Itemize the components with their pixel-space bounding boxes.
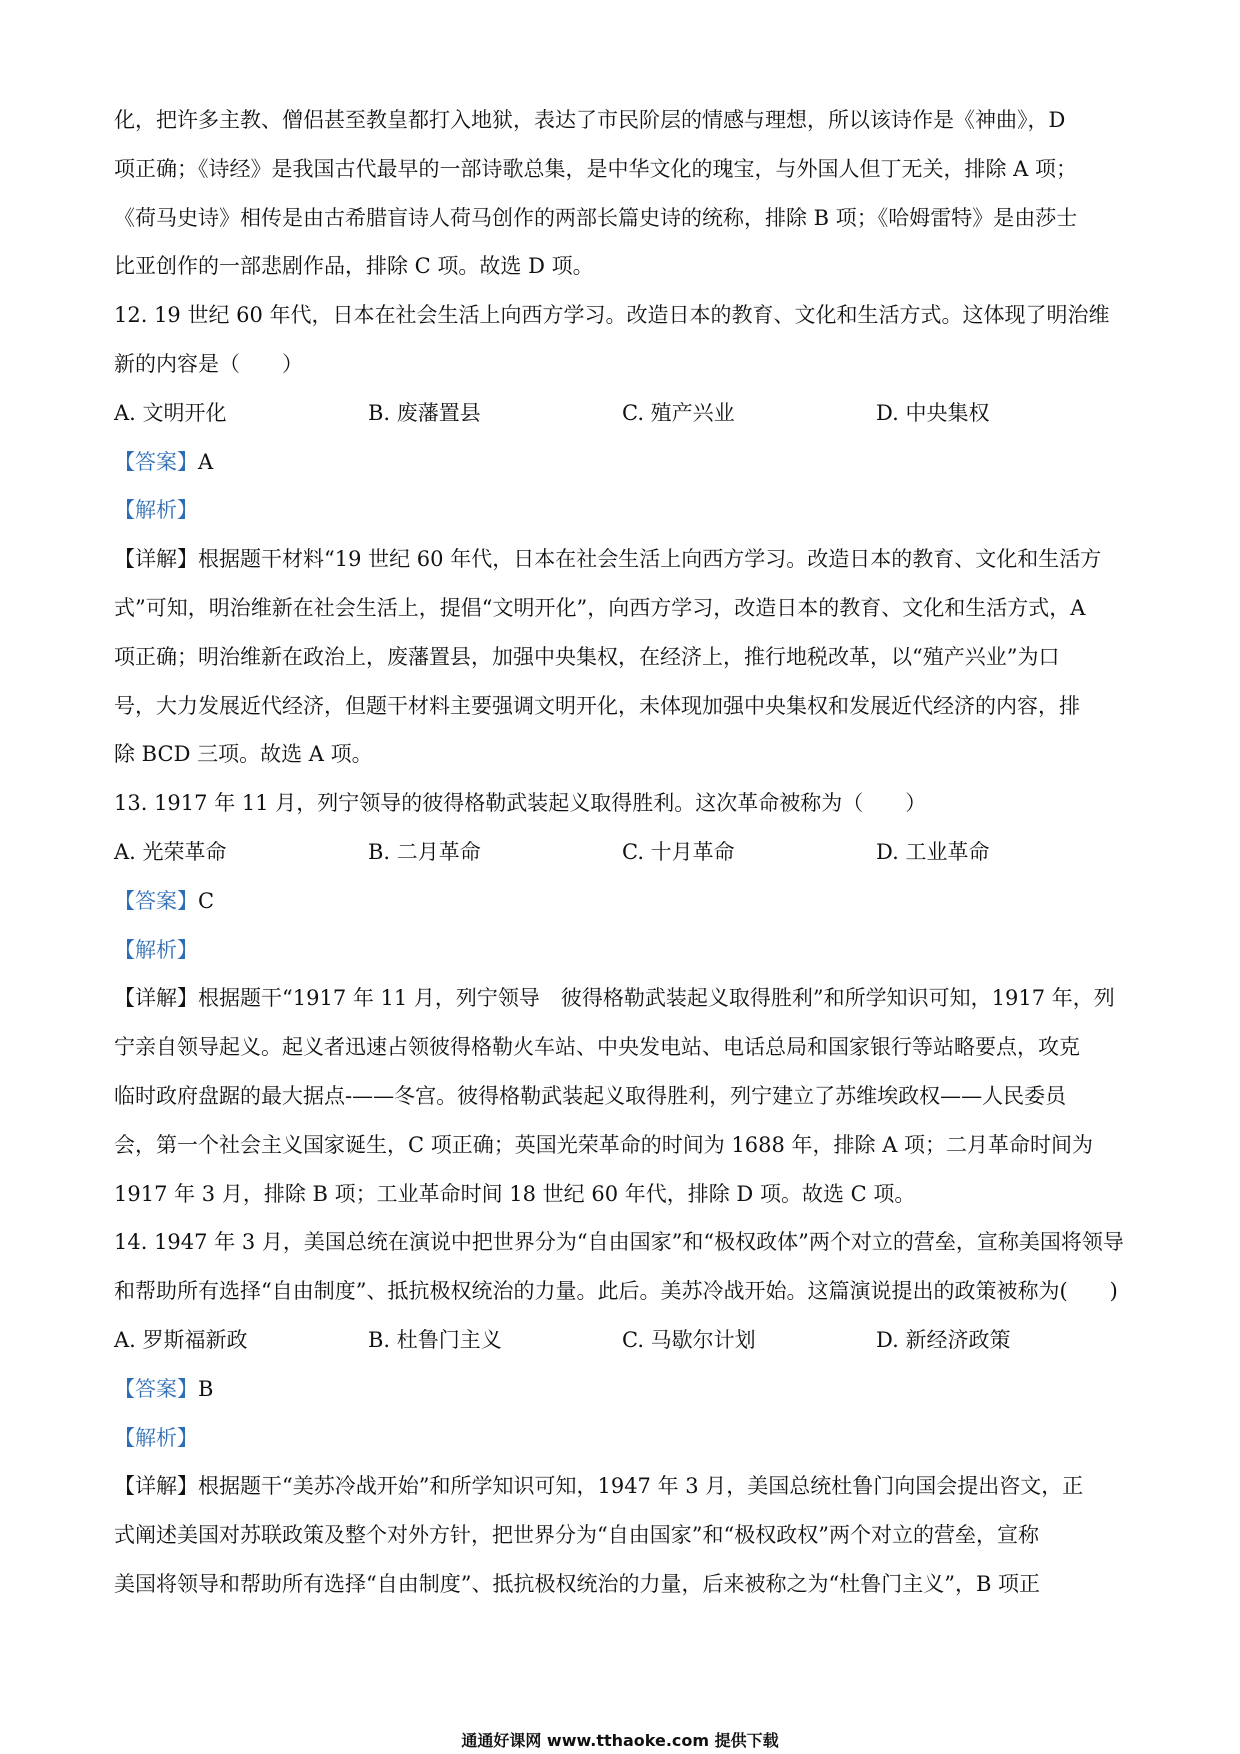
q12-option-d: D. 中央集权 xyxy=(876,400,990,425)
q13-answer xyxy=(114,877,1130,926)
q13-options xyxy=(114,828,1130,877)
answer-label: 【答案】 xyxy=(114,449,198,474)
analysis-label: 【解析】 xyxy=(114,937,198,962)
q12-analysis xyxy=(114,486,1130,535)
q14-option-b: B. 杜鲁门主义 xyxy=(368,1327,502,1352)
q14-stem: 和帮助所有选择“自由制度”、抵抗极权统治的力量。此后。美苏冷战开始。这篇演说提出的政策被称为( ) xyxy=(114,1279,1118,1304)
q13-analysis xyxy=(114,926,1130,975)
q13-detail-line: 会，第一个社会主义国家诞生，C 项正确；英国光荣革命的时间为 1688 年，排除 A 项；二月革命时间为 xyxy=(114,1132,1094,1157)
q14-option-d: D. 新经济政策 xyxy=(876,1327,1011,1352)
analysis-label: 【解析】 xyxy=(114,498,198,523)
detail-label: 【详解】 xyxy=(114,986,198,1011)
q14-detail-line: 美国将领导和帮助所有选择“自由制度”、抵抗极权统治的力量，后来被称之为“杜鲁门主义”，B 项正 xyxy=(114,1571,1041,1596)
q13-option-b: B. 二月革命 xyxy=(368,839,481,864)
intro-line: 化，把许多主教、僧侣甚至教皇都打入地狱，表达了市民阶层的情感与理想，所以该诗作是《神曲》，D xyxy=(114,108,1066,132)
q14-detail-line: 式阐述美国对苏联政策及整个对外方针，把世界分为“自由国家”和“极权政权”两个对立的营垒，宣称 xyxy=(114,1523,1039,1548)
analysis-label: 【解析】 xyxy=(114,1425,198,1450)
q13-detail-line: 临时政府盘踞的最大据点-——冬宫。彼得格勒武装起义取得胜利，列宁建立了苏维埃政权——人民委员 xyxy=(114,1083,1067,1108)
q13-stem: 13. 1917 年 11 月，列宁领导的彼得格勒武装起义取得胜利。这次革命被称为（ ） xyxy=(114,791,927,816)
q12-detail-line: 号，大力发展近代经济，但题干材料主要强调文明开化，未体现加强中央集权和发展近代经济的内容，排 xyxy=(114,693,1080,718)
intro-line: 项正确；《诗经》是我国古代最早的一部诗歌总集，是中华文化的瑰宝，与外国人但丁无关，排除 A 项； xyxy=(114,156,1078,181)
q14-detail xyxy=(114,1462,1130,1511)
document-page xyxy=(114,96,1130,1609)
q14-analysis xyxy=(114,1414,1130,1463)
q13-detail-line: 1917 年 3 月，排除 B 项；工业革命时间 18 世纪 60 年代，排除 D 项。故选 C 项。 xyxy=(114,1181,916,1206)
q12-option-b: B. 废藩置县 xyxy=(368,400,481,425)
q12-answer xyxy=(114,438,1130,487)
q14-stem: 14. 1947 年 3 月，美国总统在演说中把世界分为“自由国家”和“极权政体”两个对立的营垒，宣称美国将领导 xyxy=(114,1230,1124,1255)
q14-answer-value: B xyxy=(198,1376,214,1401)
q13-detail-text: 根据题干“1917 年 11 月，列宁领导 彼得格勒武装起义取得胜利”和所学知识可知，1917 年，列 xyxy=(198,986,1115,1011)
q12-answer-value: A xyxy=(198,449,214,474)
q12-options xyxy=(114,389,1130,438)
q14-answer xyxy=(114,1365,1130,1414)
q14-option-a: A. 罗斯福新政 xyxy=(114,1327,248,1352)
page-footer: 通通好课网 www.tthaoke.com 提供下载 xyxy=(461,1731,779,1750)
q13-detail-line: 宁亲自领导起义。起义者迅速占领彼得格勒火车站、中央发电站、电话总局和国家银行等站略要点，攻克 xyxy=(114,1035,1080,1060)
q12-stem: 新的内容是（ ） xyxy=(114,351,303,376)
q14-detail-text: 根据题干“美苏冷战开始”和所学知识可知，1947 年 3 月，美国总统杜鲁门向国会提出咨文，正 xyxy=(198,1474,1084,1499)
q12-detail-line: 式”可知，明治维新在社会生活上，提倡“文明开化”，向西方学习，改造日本的教育、文化和生活方式，A xyxy=(114,595,1086,620)
q13-option-d: D. 工业革命 xyxy=(876,839,990,864)
q12-detail-line: 项正确；明治维新在政治上，废藩置县，加强中央集权，在经济上，推行地税改革，以“殖产兴业”为口 xyxy=(114,644,1060,669)
intro-line: 比亚创作的一部悲剧作品，排除 C 项。故选 D 项。 xyxy=(114,254,594,279)
q12-detail-line: 除 BCD 三项。故选 A 项。 xyxy=(114,742,373,767)
q12-option-a: A. 文明开化 xyxy=(114,400,227,425)
answer-label: 【答案】 xyxy=(114,888,198,913)
q13-option-a: A. 光荣革命 xyxy=(114,839,227,864)
q13-answer-value: C xyxy=(198,888,215,913)
q12-stem: 12. 19 世纪 60 年代，日本在社会生活上向西方学习。改造日本的教育、文化和生活方式。这体现了明治维 xyxy=(114,303,1110,328)
q12-detail-text: 根据题干材料“19 世纪 60 年代，日本在社会生活上向西方学习。改造日本的教育、文化和生活方 xyxy=(198,547,1102,572)
intro-line: 《荷马史诗》相传是由古希腊盲诗人荷马创作的两部长篇史诗的统称，排除 B 项；《哈姆雷特》是由莎士 xyxy=(114,205,1078,230)
q12-option-c: C. 殖产兴业 xyxy=(622,400,735,425)
q13-detail xyxy=(114,974,1130,1023)
q12-detail xyxy=(114,535,1130,584)
q14-options xyxy=(114,1316,1130,1365)
detail-label: 【详解】 xyxy=(114,547,198,572)
q14-option-c: C. 马歇尔计划 xyxy=(622,1327,756,1352)
detail-label: 【详解】 xyxy=(114,1474,198,1499)
answer-label: 【答案】 xyxy=(114,1376,198,1401)
q13-option-c: C. 十月革命 xyxy=(622,839,735,864)
